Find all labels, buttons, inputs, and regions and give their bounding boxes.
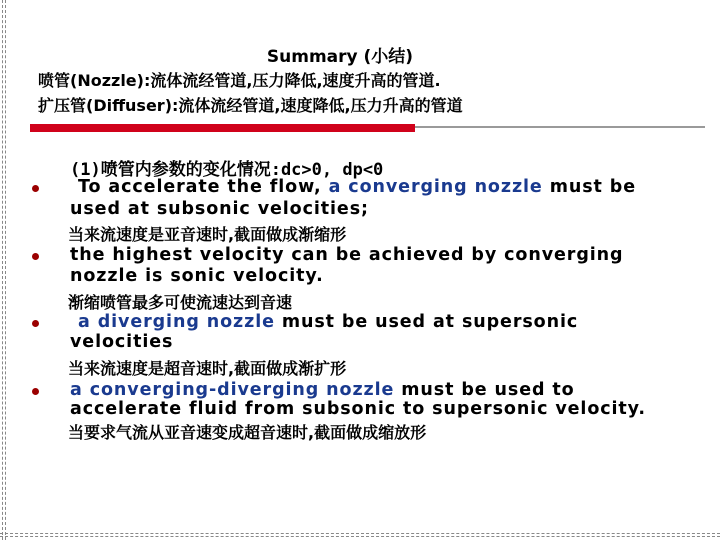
chinese-note-3: 当来流速度是超音速时,截面做成渐扩形 (68, 359, 347, 378)
diffuser-definition: 扩压管(Diffuser):流体流经管道,速度降低,压力升高的管道 (38, 96, 463, 115)
title-rule-red (30, 124, 415, 132)
bullet-3-highlight: a diverging nozzle (78, 312, 275, 332)
bullet-4-post: must be used to (401, 380, 575, 400)
slide-title: Summary (小结) (266, 47, 414, 67)
bullet-2-icon (32, 253, 39, 260)
intro-line: (1)喷管内参数的变化情况:dc>0, dp<0 (70, 160, 384, 180)
bullet-4-highlight: a converging-diverging nozzle (70, 380, 395, 400)
bullet-3-text (78, 312, 578, 332)
bullet-3-icon (32, 320, 39, 327)
bullet-1-highlight: a converging nozzle (328, 177, 543, 197)
slide-frame-left (2, 0, 6, 540)
bullet-1-pre: To accelerate the flow, (78, 177, 322, 197)
bullet-2-text: the highest velocity can be achieved by converging (70, 245, 624, 265)
bullet-1-icon (32, 185, 39, 192)
nozzle-definition: 喷管(Nozzle):流体流经管道,压力降低,速度升高的管道. (38, 71, 441, 90)
title-rule-gray (415, 126, 705, 128)
bullet-2-continuation: nozzle is sonic velocity. (70, 266, 324, 286)
chinese-note-2: 渐缩喷管最多可使流速达到音速 (68, 293, 293, 312)
bullet-4-text (70, 380, 575, 400)
chinese-note-4: 当要求气流从亚音速变成超音速时,截面做成缩放形 (68, 423, 427, 442)
bullet-1-text (78, 177, 636, 197)
bullet-1-continuation: used at subsonic velocities; (70, 199, 369, 219)
slide-frame-bottom (0, 533, 720, 537)
bullet-1-post: must be (549, 177, 636, 197)
chinese-note-1: 当来流速度是亚音速时,截面做成渐缩形 (68, 225, 347, 244)
bullet-4-continuation: accelerate fluid from subsonic to supersonic velocity. (70, 399, 646, 419)
bullet-3-continuation: velocities (70, 332, 174, 352)
bullet-4-icon (32, 388, 39, 395)
bullet-3-post: must be used at supersonic (281, 312, 579, 332)
